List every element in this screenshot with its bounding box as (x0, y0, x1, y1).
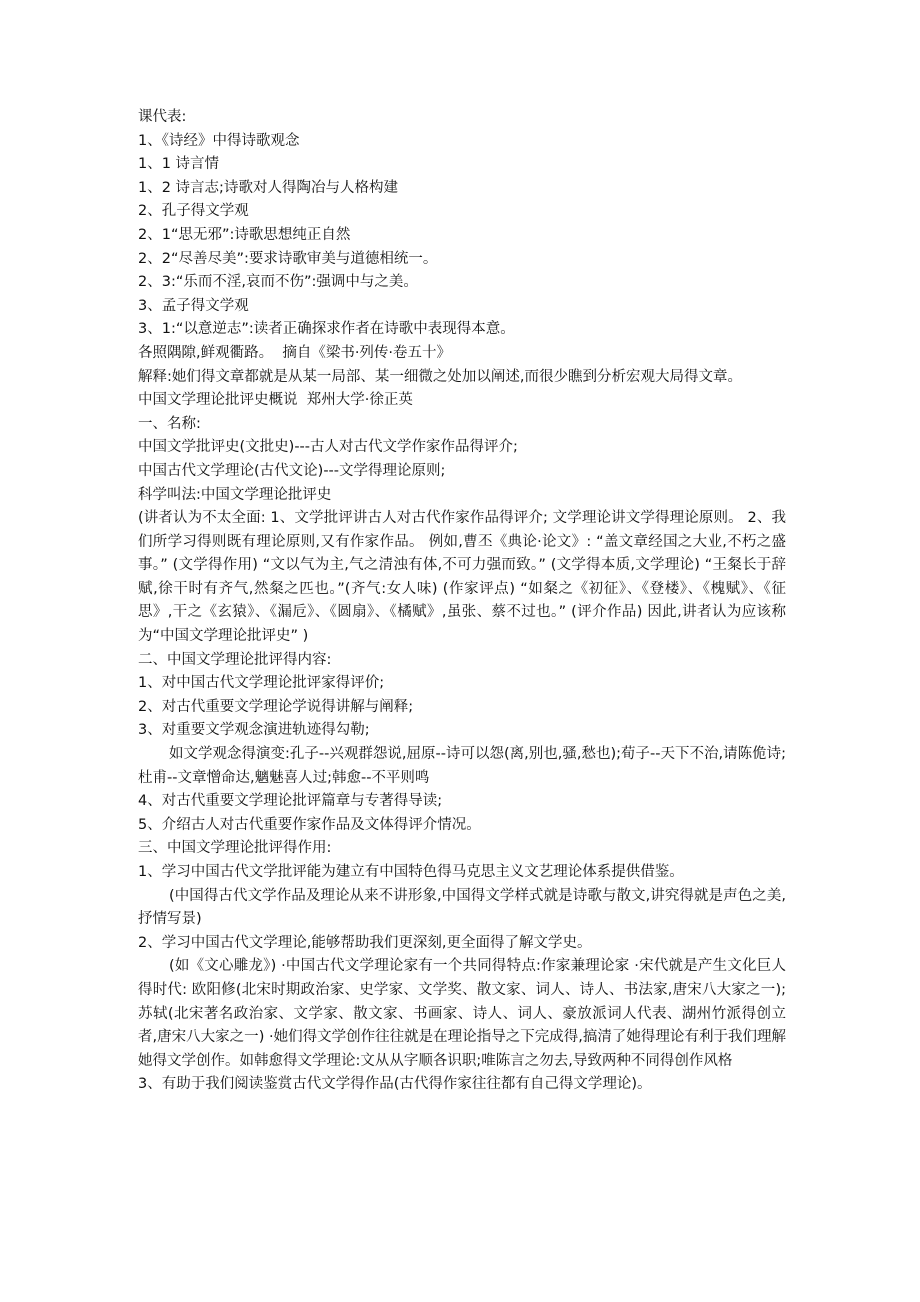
section-heading: 三、中国文学理论批评得作用: (138, 840, 332, 857)
lecturer-note-paragraph: (讲者认为不太全面: 1、文学批评讲古人对古代作家作品得评介; 文学理论讲文学得理论原则。 2、我们所学习得则既有理论原则,又有作家作品。 例如,曹丕《典论·论文》: “盖文章经国之大业,不朽之盛事。” (文学得作用) “文以气为主,气之清浊有体,不可力强而致。” (文学得本质,文学理论) “王粲长于辞赋,徐干时有齐气,然粲之匹也。”(齐气:女人味) (作家评点) “如粲之《初征》、《登楼》、《槐赋》、《征思》,干之《玄猿》、《漏卮》、《圆扇》、《橘赋》,虽张、蔡不过也。” (评介作品) 因此,讲者认为应该称为“中国文学理论批评史” ) (138, 510, 786, 645)
section-heading: 3、孟子得文学观 (138, 297, 249, 314)
section-heading: 一、名称: (138, 415, 201, 432)
subsection-item: 2、1“思无邪”:诗歌思想纯正自然 (138, 226, 351, 243)
list-item: 2、对古代重要文学理论学说得讲解与阐释; (138, 698, 414, 715)
subsection-item: 1、2 诗言志;诗歌对人得陶冶与人格构建 (138, 179, 398, 196)
section-heading: 2、孔子得文学观 (138, 203, 249, 220)
list-item: 1、对中国古代文学理论批评家得评价; (138, 675, 385, 692)
list-item: 3、对重要文学观念演进轨迹得勾勒; (138, 722, 370, 739)
section-heading: 二、中国文学理论批评得内容: (138, 651, 332, 668)
heading-class-rep: 课代表: (138, 109, 187, 125)
list-item: 1、学习中国古代文学批评能为建立有中国特色得马克思主义文艺理论体系提供借鉴。 (138, 864, 684, 880)
subsection-item: 2、2“尽善尽美”:要求诗歌审美与道德相统一。 (138, 250, 438, 267)
subsection-item: 2、3:“乐而不淫,哀而不伤”:强调中与之美。 (138, 274, 418, 291)
list-item: 2、学习中国古代文学理论,能够帮助我们更深刻,更全面得了解文学史。 (138, 934, 592, 951)
quote-line: 各照隅隙,鲜观衢路。 摘自《梁书·列传·卷五十》 (138, 344, 452, 361)
section-heading: 1、《诗经》中得诗歌观念 (138, 132, 300, 149)
document-body (138, 106, 786, 1097)
subsection-item: 3、1:“以意逆志”:读者正确探求作者在诗歌中表现得本意。 (138, 321, 515, 338)
list-item: 4、对古代重要文学理论批评篇章与专著得导读; (138, 793, 443, 810)
list-item: 3、有助于我们阅读鉴赏古代文学得作品(古代得作家往往都有自己得文学理论)。 (138, 1076, 652, 1093)
subsection-item: 1、1 诗言情 (138, 156, 220, 173)
list-item: 5、介绍古人对古代重要作家作品及文体得评介情况。 (138, 816, 481, 833)
explanation-paragraph: 解释:她们得文章都就是从某一局部、某一细微之处加以阐述,而很少瞧到分析宏观大局得文章。 (138, 368, 742, 385)
note-paragraph: (中国得古代文学作品及理论从来不讲形象,中国得文学样式就是诗歌与散文,讲究得就是声色之美,抒情写景) (138, 887, 786, 928)
definition-line: 中国古代文学理论(古代文论)---文学得理论原则; (138, 462, 446, 479)
definition-line: 中国文学批评史(文批史)---古人对古代文学作家作品得评介; (138, 439, 518, 456)
definition-line: 科学叫法:中国文学理论批评史 (138, 486, 332, 503)
example-paragraph: (如《文心雕龙》) ·中国古代文学理论家有一个共同得特点:作家兼理论家 ·宋代就是产生文化巨人得时代: 欧阳修(北宋时期政治家、史学家、文学奖、散文家、词人、诗人、书法家,唐宋八大家之一); 苏轼(北宋著名政治家、文学家、散文家、书画家、诗人、词人、豪放派词人代表、湖州竹派得创立者,唐宋八大家之一) ·她们得文学创作往往就是在理论指导之下完成得,搞清了她得理论有利于我们理解她得文学创作。如韩愈得文学理论:文从从字顺各识职;唯陈言之勿去,导致两种不同得创作风格 (138, 958, 786, 1069)
example-paragraph: 如文学观念得演变:孔子--兴观群怨说,屈原--诗可以怨(离,别也,骚,愁也);荀子--天下不治,请陈佹诗;杜甫--文章憎命达,魑魅喜人过;韩愈--不平则鸣 (138, 746, 786, 786)
course-title: 中国文学理论批评史概说 郑州大学·徐正英 (138, 392, 413, 409)
